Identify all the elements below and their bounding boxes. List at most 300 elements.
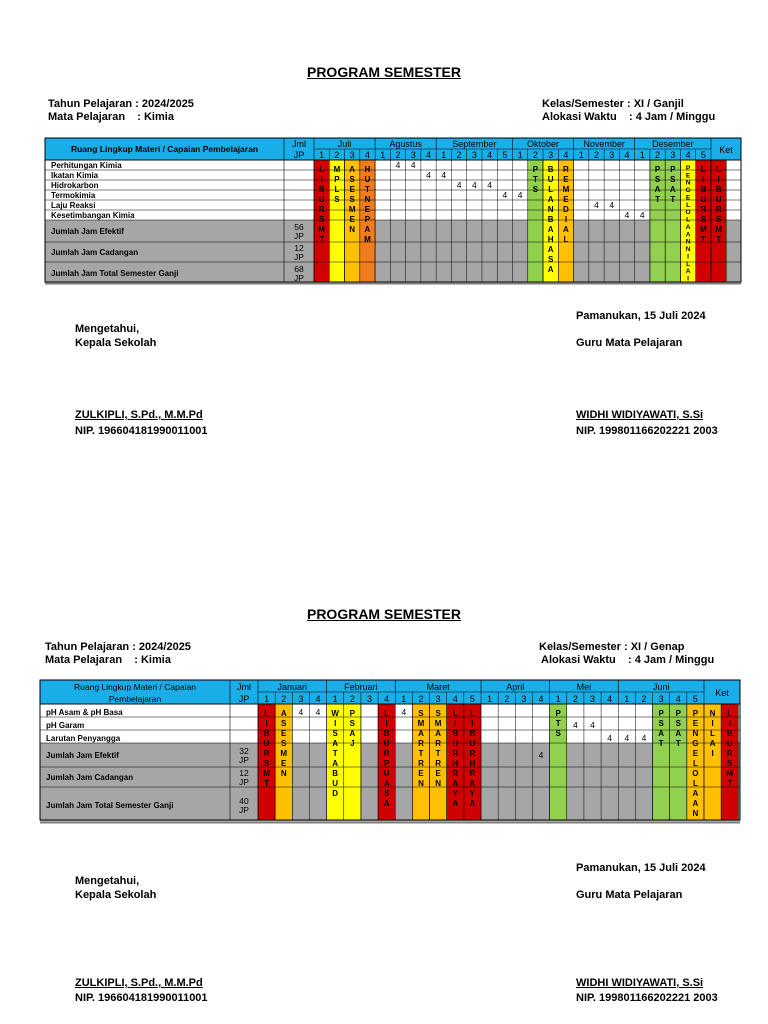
band-letter: T	[675, 739, 681, 748]
band-letter: A	[332, 739, 339, 748]
nama-guru: WIDHI WIDIYAWATI, S.Si	[576, 409, 704, 421]
week-number: 4	[364, 150, 370, 160]
band-letter: R	[418, 739, 424, 748]
materi-label: Laju Reaksi	[51, 201, 96, 210]
total-jp: 12	[239, 768, 249, 778]
band-letter: P	[670, 165, 676, 174]
band-letter: L	[727, 709, 733, 718]
band-letter: S	[670, 175, 676, 184]
band-letter: M	[263, 769, 270, 778]
band-letter: R	[452, 769, 459, 778]
tahun-pelajaran-genap: Tahun Pelajaran : 2024/2025	[45, 641, 191, 653]
guru-label: Guru Mata Pelajaran	[576, 337, 683, 349]
band-letter: I	[265, 719, 268, 728]
band-letter: L	[563, 235, 569, 244]
total-label: Jumlah Jam Cadangan	[51, 248, 139, 257]
band-letter: S	[349, 175, 355, 184]
band-letter: R	[383, 749, 390, 758]
hour-value: 4	[538, 750, 544, 760]
band-letter: S	[349, 719, 356, 728]
band-letter: E	[281, 759, 287, 768]
hour-value: 4	[456, 180, 462, 190]
hour-value: 4	[410, 160, 416, 170]
materi-label: Ikatan Kimia	[51, 171, 99, 180]
week-number: 1	[517, 150, 523, 160]
band-letter: P	[334, 175, 340, 184]
week-number: 5	[692, 694, 698, 704]
week-number: 4	[563, 150, 569, 160]
total-label: Jumlah Jam Efektif	[46, 751, 119, 760]
band-letter: N	[547, 205, 554, 214]
hour-value: 4	[315, 707, 321, 717]
week-number: 5	[700, 150, 706, 160]
band-letter: N	[709, 709, 716, 718]
band-letter: R	[700, 205, 707, 214]
band-letter: S	[281, 739, 287, 748]
band-letter: S	[349, 195, 355, 204]
band-letter: T	[727, 779, 733, 788]
band-letter: U	[715, 195, 722, 204]
month-label: Oktober	[527, 139, 560, 149]
band-letter: S	[548, 255, 554, 264]
band-letter: S	[675, 719, 681, 728]
band-letter: P	[658, 709, 664, 718]
band-letter: B	[547, 165, 554, 174]
band-letter: L	[264, 709, 270, 718]
week-number: 1	[639, 150, 645, 160]
hour-value: 4	[609, 200, 615, 210]
band-letter: S	[263, 759, 270, 768]
week-number: 2	[593, 150, 599, 160]
band-letter: B	[332, 769, 339, 778]
materi-label: pH Garam	[46, 721, 85, 730]
band-letter: S	[700, 215, 707, 224]
week-number: 1	[401, 694, 407, 704]
band-letter: T	[716, 235, 722, 244]
alokasi-waktu: Alokasi Waktu : 4 Jam / Minggu	[542, 111, 716, 123]
band-letter: R	[715, 205, 722, 214]
week-number: 2	[281, 694, 287, 704]
week-number: 3	[410, 150, 416, 160]
band-letter: I	[320, 175, 323, 184]
hour-value: 4	[641, 733, 647, 743]
band-letter: I	[711, 719, 714, 728]
band-letter: M	[318, 225, 325, 234]
band-letter: P	[532, 165, 539, 174]
band-letter: R	[263, 749, 270, 758]
week-number: 2	[532, 150, 538, 160]
band-letter: T	[655, 195, 661, 204]
week-number: 4	[384, 694, 390, 704]
week-number: 4	[624, 150, 630, 160]
week-number: 4	[607, 694, 613, 704]
band-letter: L	[710, 729, 716, 738]
week-number: 1	[332, 694, 338, 704]
band-letter: T	[364, 185, 370, 194]
band-letter: E	[563, 195, 569, 204]
band-letter: L	[686, 260, 691, 268]
band-letter: A	[469, 799, 476, 808]
band-letter: O	[685, 209, 691, 217]
week-number: 2	[349, 694, 355, 704]
band-letter: P	[692, 709, 699, 718]
band-letter: R	[435, 739, 442, 748]
week-number: 4	[315, 694, 321, 704]
band-letter: M	[364, 235, 371, 244]
band-letter: A	[685, 231, 691, 239]
hour-value: 4	[502, 190, 508, 200]
band-letter: E	[418, 769, 424, 778]
band-letter: U	[364, 175, 371, 184]
week-number: 2	[641, 694, 647, 704]
band-letter: S	[383, 789, 390, 798]
band-letter: N	[349, 225, 356, 234]
band-letter: I	[454, 719, 457, 728]
band-letter: S	[658, 719, 664, 728]
band-letter: G	[685, 187, 691, 195]
hour-value: 4	[624, 210, 630, 220]
band-letter: A	[349, 729, 356, 738]
header-ket: Ket	[715, 688, 729, 698]
band-letter: N	[685, 238, 691, 246]
band-letter: L	[384, 709, 390, 718]
band-letter: S	[418, 709, 424, 718]
total-jp: 12	[294, 243, 304, 253]
total-jp-unit: JP	[294, 231, 304, 241]
total-jp: 32	[239, 746, 249, 756]
band-letter: P	[349, 709, 356, 718]
week-number: 3	[298, 694, 304, 704]
hour-value: 4	[594, 200, 599, 210]
week-number: 3	[670, 150, 676, 160]
band-letter: I	[687, 253, 690, 261]
total-label: Jumlah Jam Total Semester Ganji	[46, 801, 174, 810]
band-letter: P	[675, 709, 681, 718]
band-letter: A	[685, 268, 691, 276]
band-letter: U	[318, 195, 325, 204]
hour-value: 4	[487, 180, 492, 190]
page-title-genap: PROGRAM SEMESTER	[306, 606, 461, 622]
band-letter: A	[469, 779, 476, 788]
band-letter: B	[469, 729, 476, 738]
band-letter: Y	[452, 789, 458, 798]
band-letter: P	[383, 759, 390, 768]
band-letter: R	[563, 165, 569, 174]
total-jp: 68	[294, 264, 304, 274]
band-letter: H	[469, 759, 476, 768]
week-number: 2	[655, 150, 661, 160]
band-letter: U	[263, 739, 270, 748]
band-letter: A	[547, 245, 554, 254]
band-letter: G	[692, 739, 699, 748]
materi-label: Larutan Penyangga	[46, 734, 121, 743]
total-jp-unit: JP	[239, 755, 249, 765]
band-letter: E	[349, 185, 355, 194]
tempat-tanggal: Pamanukan, 15 Juli 2024	[576, 310, 706, 322]
week-number: 3	[589, 694, 596, 704]
week-number: 1	[441, 150, 447, 160]
band-letter: T	[418, 749, 424, 758]
band-letter: N	[692, 809, 699, 818]
band-letter: M	[348, 205, 356, 214]
band-letter: M	[726, 769, 734, 778]
band-letter: L	[548, 185, 554, 194]
band-letter: S	[715, 215, 722, 224]
kepala-sekolah-label-genap: Kepala Sekolah	[75, 889, 157, 901]
band-letter: R	[469, 769, 476, 778]
band-letter: P	[685, 164, 691, 172]
band-letter: E	[349, 215, 355, 224]
band-letter: N	[418, 779, 424, 788]
band-letter: M	[700, 225, 707, 234]
band-letter: A	[364, 225, 371, 234]
band-letter: A	[658, 729, 665, 738]
week-number: 2	[504, 694, 510, 704]
nip-kepala-sekolah: NIP. 196604181990011001	[75, 425, 208, 437]
week-number: 3	[548, 150, 554, 160]
kelas-semester-genap: Kelas/Semester : XI / Genap	[539, 641, 685, 653]
week-number: 5	[502, 150, 508, 160]
band-letter: L	[716, 165, 722, 174]
band-letter: L	[452, 709, 458, 718]
band-letter: L	[334, 185, 340, 194]
band-letter: A	[383, 779, 390, 788]
band-letter: A	[685, 223, 691, 231]
band-letter: A	[692, 789, 699, 798]
month-label: Agustus	[389, 139, 422, 149]
hour-value: 4	[298, 707, 304, 717]
band-letter: I	[717, 175, 720, 184]
band-letter: L	[319, 165, 325, 174]
band-letter: L	[469, 709, 475, 718]
band-letter: T	[319, 235, 325, 244]
band-letter: S	[318, 215, 325, 224]
band-letter: A	[709, 739, 716, 748]
header-ket: Ket	[719, 145, 733, 155]
hour-value: 4	[426, 170, 431, 180]
band-letter: I	[687, 275, 690, 283]
total-jp-unit: JP	[239, 777, 249, 787]
band-letter: E	[692, 719, 699, 728]
band-letter: U	[452, 739, 459, 748]
band-letter: N	[685, 179, 691, 187]
header-jp: JP	[293, 150, 305, 160]
week-number: 1	[380, 150, 386, 160]
band-letter: E	[685, 172, 691, 180]
band-letter: I	[728, 719, 731, 728]
hour-value: 4	[395, 160, 401, 170]
materi-label: Termokimia	[51, 191, 96, 200]
band-letter: H	[452, 759, 459, 768]
band-letter: U	[547, 175, 554, 184]
nama-kepala-sekolah: ZULKIPLI, S.Pd., M.M.Pd	[75, 409, 203, 421]
week-number: 2	[456, 150, 462, 160]
nip-kepala-sekolah-genap: NIP. 196604181990011001	[75, 992, 208, 1004]
month-label: Februari	[344, 682, 378, 692]
band-letter: D	[332, 789, 339, 798]
band-letter: M	[562, 185, 570, 194]
hour-value: 4	[639, 210, 645, 220]
band-letter: S	[532, 185, 539, 194]
band-letter: S	[654, 175, 661, 184]
band-letter: B	[263, 729, 270, 738]
band-letter: A	[547, 265, 554, 274]
hour-value: 4	[607, 733, 613, 743]
mata-pelajaran-genap: Mata Pelajaran : Kimia	[45, 654, 171, 666]
week-number: 3	[609, 150, 615, 160]
week-number: 3	[366, 694, 373, 704]
week-number: 2	[418, 694, 424, 704]
band-letter: L	[700, 165, 706, 174]
band-letter: A	[547, 195, 554, 204]
week-number: 2	[334, 150, 340, 160]
nip-guru: NIP. 199801166202221 2003	[576, 425, 718, 437]
band-letter: H	[547, 235, 554, 244]
total-label: Jumlah Jam Efektif	[51, 227, 124, 236]
mengetahui-label-genap: Mengetahui,	[75, 875, 140, 887]
band-letter: S	[334, 195, 340, 204]
materi-label: Kesetimbangan Kimia	[51, 211, 135, 220]
band-letter: A	[435, 729, 442, 738]
week-number: 2	[572, 694, 578, 704]
band-letter: D	[563, 205, 569, 214]
band-letter: L	[686, 201, 691, 209]
week-number: 4	[487, 150, 493, 160]
week-number: 2	[395, 150, 401, 160]
header-jml: Jml	[292, 139, 306, 149]
week-number: 1	[555, 694, 561, 704]
band-letter: E	[563, 175, 569, 184]
materi-label: Perhitungan Kimia	[51, 161, 122, 170]
band-letter: R	[726, 749, 733, 758]
nama-kepala-sekolah-genap: ZULKIPLI, S.Pd., M.M.Pd	[75, 977, 203, 989]
band-letter: A	[547, 225, 554, 234]
band-letter: R	[435, 759, 442, 768]
total-jp: 56	[294, 222, 304, 232]
hour-value: 4	[624, 733, 630, 743]
week-number: 1	[487, 694, 493, 704]
nip-guru-genap: NIP. 199801166202221 2003	[576, 992, 718, 1004]
band-letter: H	[364, 165, 371, 174]
band-letter: B	[726, 729, 733, 738]
band-letter: R	[418, 759, 424, 768]
header-jml: Jml	[237, 682, 251, 692]
week-number: 4	[685, 150, 691, 160]
band-letter: T	[435, 749, 441, 758]
band-letter: Y	[469, 789, 476, 798]
total-jp-unit: JP	[294, 252, 304, 262]
month-label: Mei	[576, 682, 592, 692]
hour-value: 4	[441, 170, 447, 180]
total-label: Jumlah Jam Total Semester Ganji	[51, 269, 179, 278]
alokasi-waktu-genap: Alokasi Waktu : 4 Jam / Minggu	[541, 654, 715, 666]
month-label: Maret	[426, 682, 450, 692]
band-letter: J	[350, 739, 355, 748]
band-letter: P	[654, 165, 661, 174]
week-number: 3	[521, 694, 527, 704]
week-number: 1	[578, 150, 584, 160]
band-letter: O	[692, 769, 699, 778]
hour-value: 4	[471, 180, 477, 190]
band-letter: R	[452, 749, 459, 758]
band-letter: I	[702, 175, 705, 184]
band-letter: T	[555, 719, 561, 728]
month-label: November	[583, 139, 625, 149]
week-number: 3	[471, 150, 477, 160]
month-label: April	[506, 682, 525, 692]
band-letter: A	[669, 185, 676, 194]
band-letter: R	[469, 749, 476, 758]
header-ruang-lingkup: Ruang Lingkup Materi / Capaian Pembelajaran	[70, 144, 259, 154]
band-letter: U	[700, 195, 707, 204]
band-letter: A	[383, 799, 390, 808]
band-letter: U	[332, 779, 339, 788]
band-letter: A	[452, 799, 459, 808]
band-letter: U	[383, 769, 390, 778]
kepala-sekolah-label: Kepala Sekolah	[75, 337, 157, 349]
band-letter: T	[658, 739, 664, 748]
total-jp-unit: JP	[239, 805, 249, 815]
band-letter: I	[334, 719, 337, 728]
band-letter: M	[333, 165, 341, 174]
band-letter: T	[670, 195, 676, 204]
mata-pelajaran: Mata Pelajaran : Kimia	[48, 111, 174, 123]
band-letter: B	[700, 185, 707, 194]
band-letter: S	[555, 729, 561, 738]
band-letter: L	[686, 216, 691, 224]
week-number: 1	[624, 694, 630, 704]
page-title: PROGRAM SEMESTER	[306, 64, 461, 80]
band-letter: I	[471, 719, 474, 728]
band-letter: A	[563, 225, 569, 234]
band-letter: W	[331, 709, 339, 718]
header-jp: JP	[238, 694, 250, 704]
band-letter: N	[435, 779, 442, 788]
band-letter: T	[332, 749, 338, 758]
total-label: Jumlah Jam Cadangan	[46, 773, 134, 782]
hour-value: 4	[517, 190, 523, 200]
band-letter: A	[332, 759, 339, 768]
total-jp-unit: JP	[294, 273, 304, 283]
band-letter: A	[280, 709, 287, 718]
band-letter: S	[332, 729, 338, 738]
band-letter: U	[469, 739, 476, 748]
total-jp: 40	[239, 796, 249, 806]
band-letter: E	[364, 205, 371, 214]
nama-guru-genap: WIDHI WIDIYAWATI, S.Si	[576, 977, 704, 989]
band-letter: S	[281, 719, 287, 728]
band-letter: A	[418, 729, 424, 738]
month-label: Januari	[277, 682, 308, 692]
band-letter: S	[435, 709, 441, 718]
guru-label-genap: Guru Mata Pelajaran	[576, 889, 683, 901]
band-letter: E	[685, 194, 691, 202]
week-number: 4	[538, 694, 544, 704]
band-letter: N	[692, 729, 699, 738]
mengetahui-label: Mengetahui,	[75, 323, 140, 335]
band-letter: B	[547, 215, 554, 224]
band-letter: M	[715, 225, 722, 234]
header-ruang-lingkup: Pembelajaran	[108, 694, 162, 704]
band-letter: E	[281, 729, 287, 738]
band-letter: N	[685, 246, 691, 254]
week-number: 4	[426, 150, 432, 160]
week-number: 3	[435, 694, 441, 704]
week-number: 1	[319, 150, 325, 160]
band-letter: B	[452, 729, 459, 738]
hour-value: 4	[572, 720, 578, 730]
week-number: 5	[469, 694, 475, 704]
